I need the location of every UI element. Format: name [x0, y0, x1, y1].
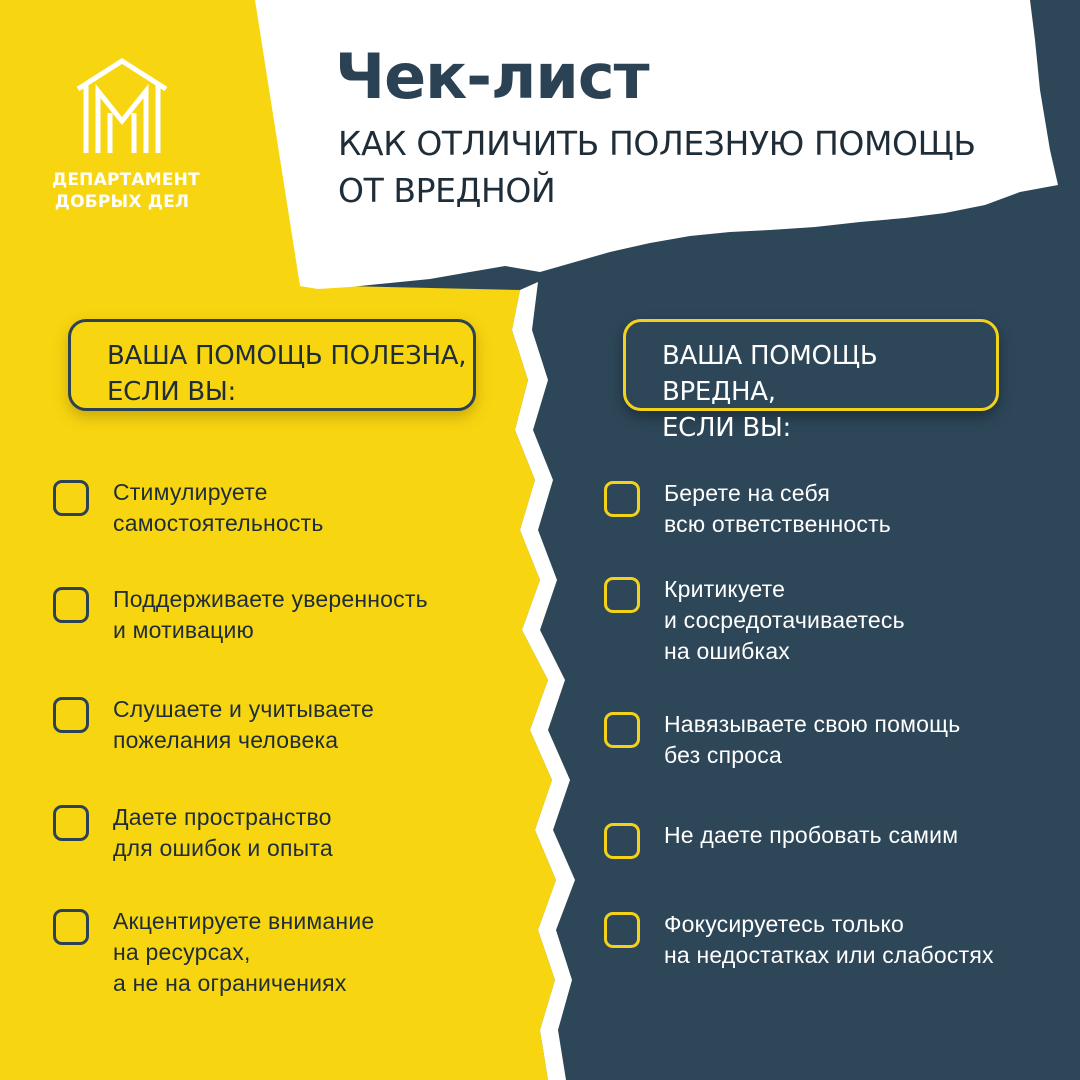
checkbox[interactable] [604, 712, 640, 748]
checkbox[interactable] [604, 912, 640, 948]
harmful-item-text: Берете на себя всю ответственность [664, 480, 891, 537]
checkbox[interactable] [53, 587, 89, 623]
checkbox[interactable] [604, 823, 640, 859]
page-title: Чек-лист [335, 40, 649, 113]
harmful-item[interactable] [604, 709, 960, 771]
useful-item-text: Акцентируете внимание на ресурсах, а не на ограничениях [113, 908, 375, 996]
useful-item[interactable] [53, 802, 333, 864]
checkbox[interactable] [604, 577, 640, 613]
useful-item-text: Слушаете и учитываете пожелания человека [113, 696, 374, 753]
useful-item[interactable] [53, 694, 374, 756]
useful-item-text: Стимулируете самостоятельность [113, 479, 324, 536]
harmful-item[interactable] [604, 478, 891, 540]
useful-item-text: Даете пространство для ошибок и опыта [113, 804, 333, 861]
checkbox[interactable] [53, 805, 89, 841]
useful-item[interactable] [53, 477, 324, 539]
house-m-logo-icon [74, 55, 170, 155]
harmful-item[interactable] [604, 820, 958, 859]
logo-text: ДЕПАРТАМЕНТ ДОБРЫХ ДЕЛ [52, 170, 200, 212]
useful-item[interactable] [53, 906, 374, 999]
page-subtitle: КАК ОТЛИЧИТЬ ПОЛЕЗНУЮ ПОМОЩЬ ОТ ВРЕДНОЙ [338, 124, 976, 210]
harmful-item[interactable] [604, 909, 994, 971]
harmful-help-heading: ВАША ПОМОЩЬ ВРЕДНА, ЕСЛИ ВЫ: [623, 319, 999, 411]
useful-help-heading: ВАША ПОМОЩЬ ПОЛЕЗНА, ЕСЛИ ВЫ: [68, 319, 476, 411]
harmful-item[interactable] [604, 574, 905, 667]
harmful-item-text: Критикуете и сосредотачиваетесь на ошибках [664, 576, 905, 664]
useful-item-text: Поддерживаете уверенность и мотивацию [113, 586, 428, 643]
checkbox[interactable] [53, 697, 89, 733]
harmful-item-text: Не даете пробовать самим [664, 822, 959, 848]
checkbox[interactable] [53, 909, 89, 945]
checkbox[interactable] [604, 481, 640, 517]
harmful-item-text: Фокусируетесь только на недостатках или слабостях [664, 911, 994, 968]
harmful-item-text: Навязываете свою помощь без спроса [664, 711, 961, 768]
useful-item[interactable] [53, 584, 428, 646]
checkbox[interactable] [53, 480, 89, 516]
logo [52, 55, 200, 230]
